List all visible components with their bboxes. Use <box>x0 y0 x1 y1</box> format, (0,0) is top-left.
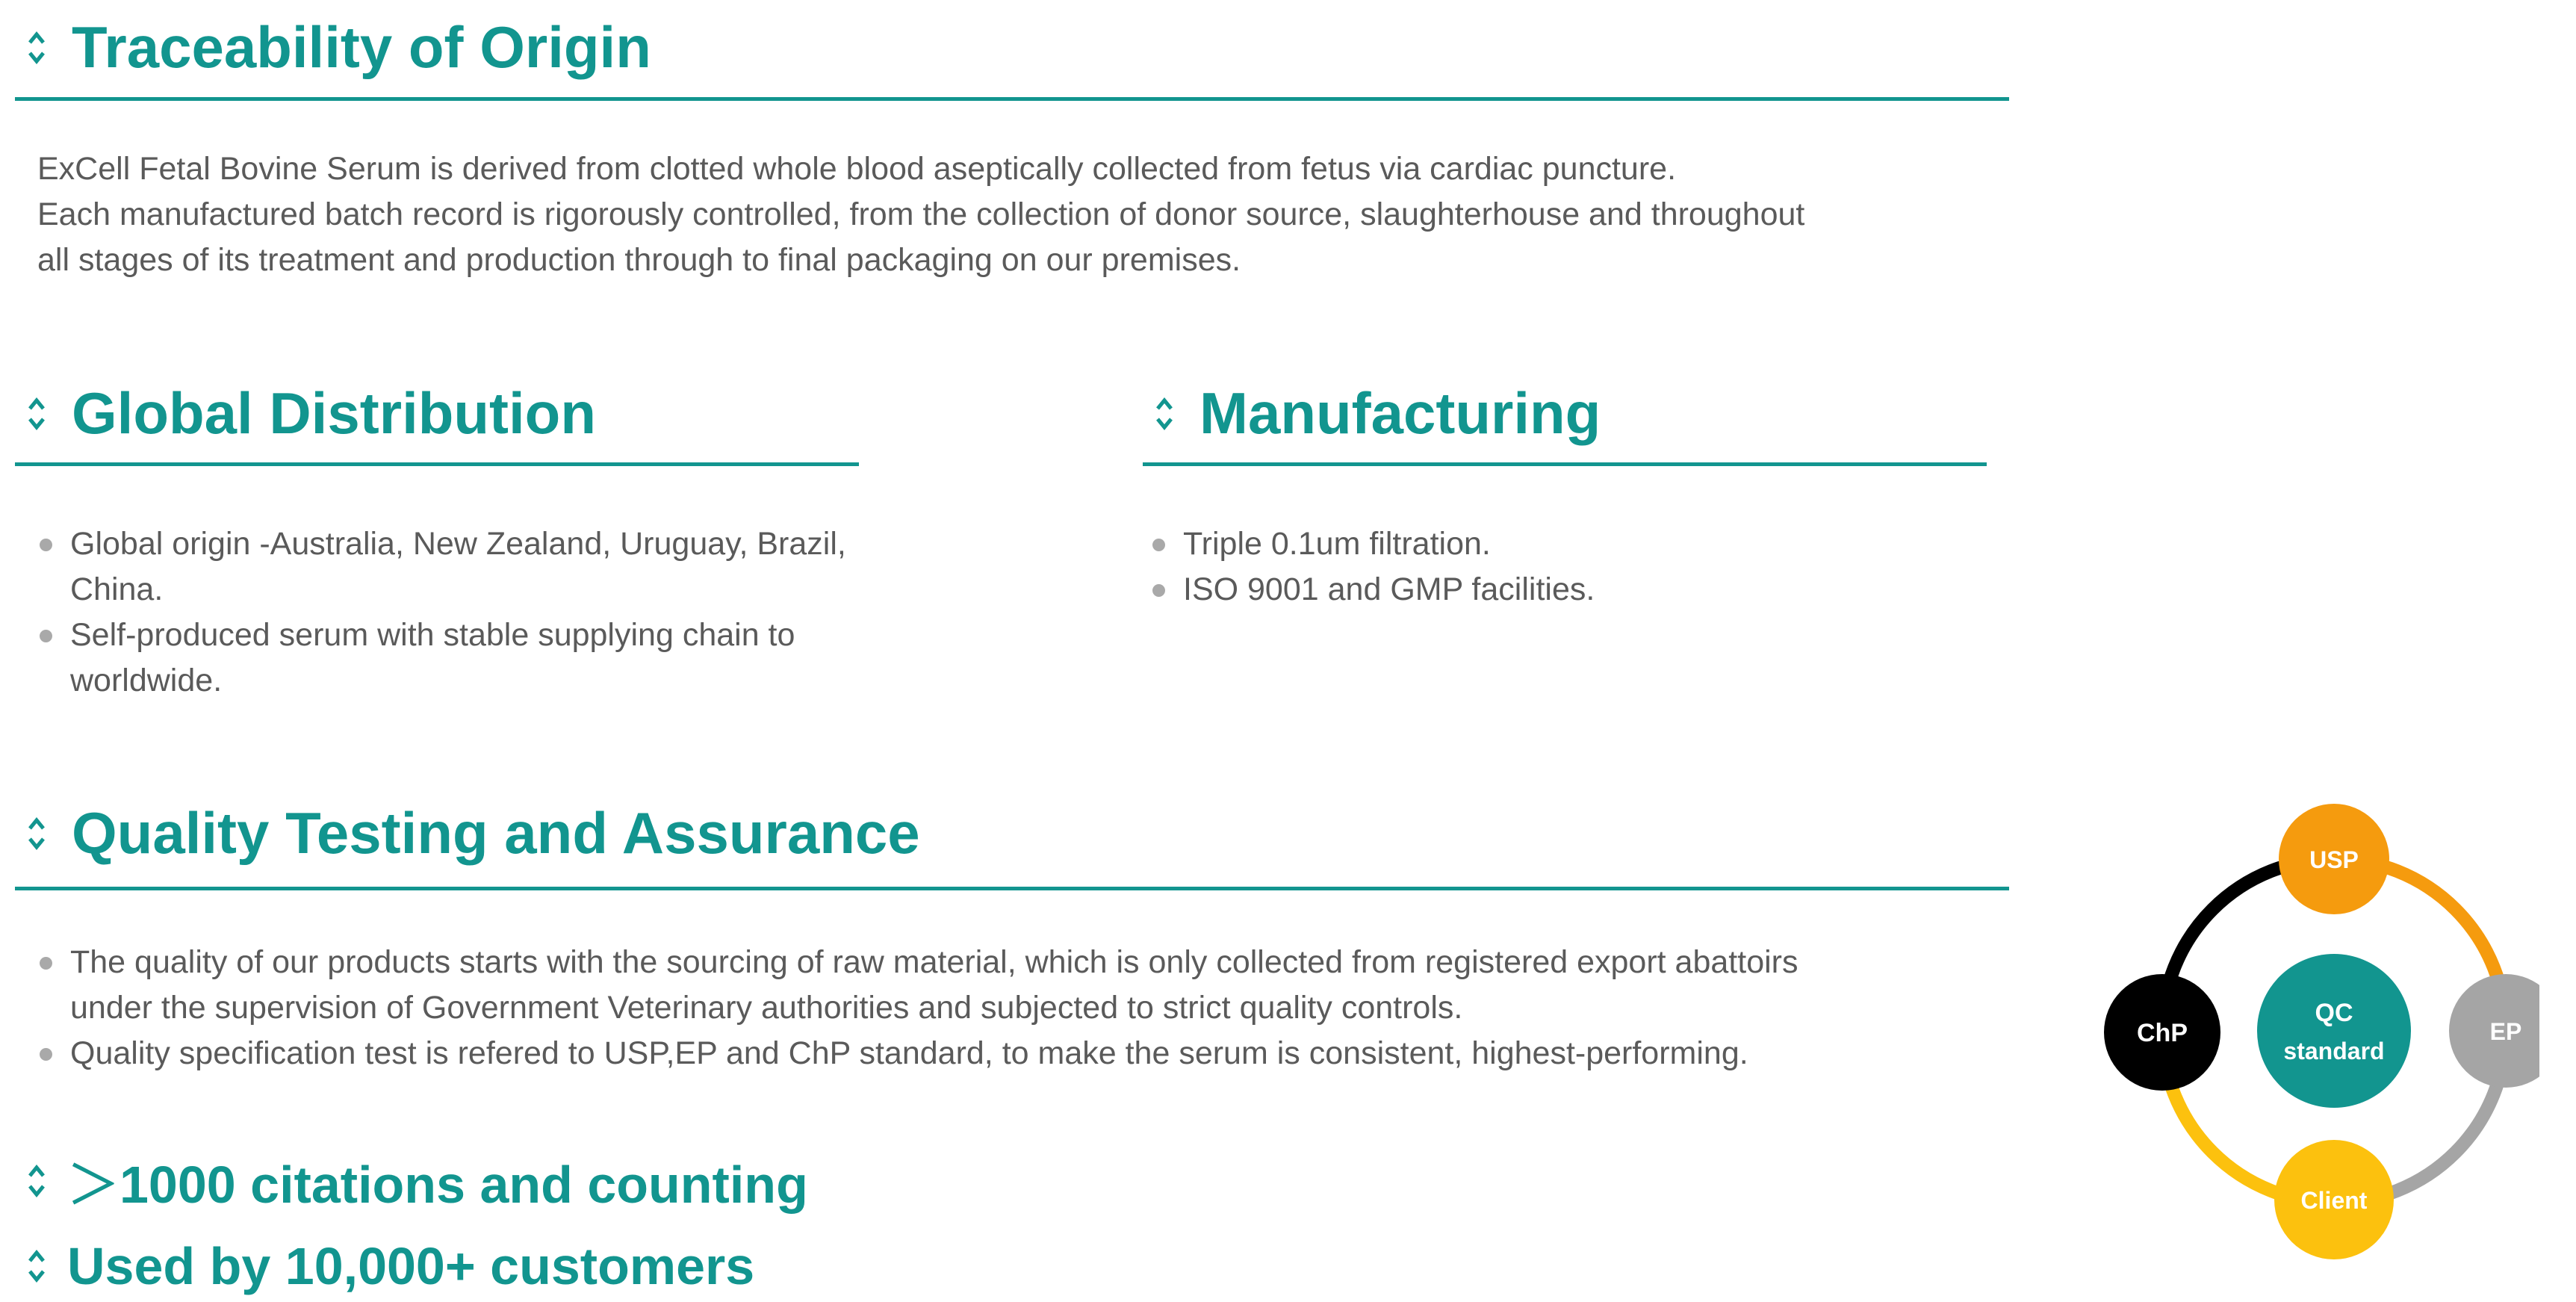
double-chevron-icon <box>27 810 46 857</box>
double-chevron-icon <box>27 391 46 437</box>
qc-center-label-line2: standard <box>2283 1038 2385 1064</box>
traceability-line: ExCell Fetal Bovine Serum is derived from clotted whole blood aseptically collected from fetus via cardiac puncture. <box>37 151 1677 187</box>
double-chevron-icon <box>27 25 46 71</box>
list-item-line: ISO 9001 and GMP facilities. <box>1183 571 1595 607</box>
list-item-line: China. <box>70 571 164 607</box>
qc-cycle-graphic <box>2091 799 2539 1262</box>
list-item-line: The quality of our products starts with the sourcing of raw material, which is only collected from registered export abattoirs <box>70 944 1798 980</box>
node-usp-label: USP <box>2309 846 2359 873</box>
heading-quality <box>27 799 920 867</box>
traceability-paragraph <box>37 146 1804 283</box>
double-chevron-icon <box>1155 391 1174 437</box>
double-chevron-icon <box>27 1243 46 1289</box>
heading-global-distribution <box>27 379 596 447</box>
list-item-line: worldwide. <box>70 663 223 698</box>
list-item <box>1150 567 1972 613</box>
heading-quality-text: Quality Testing and Assurance <box>72 800 920 866</box>
heading-traceability <box>27 13 651 81</box>
bullet-dot <box>40 539 52 551</box>
bullet-dot <box>40 957 52 970</box>
global-distribution-list <box>37 521 1008 704</box>
highlight-citations <box>27 1143 808 1218</box>
node-ep-label: EP <box>2489 1018 2522 1045</box>
node-client-label: Client <box>2300 1187 2368 1214</box>
highlight-customers <box>27 1236 754 1296</box>
heading-traceability-rule <box>15 97 2009 101</box>
list-item-line: Global origin -Australia, New Zealand, Uruguay, Brazil, <box>70 526 846 562</box>
bullet-dot <box>1152 584 1165 597</box>
list-item <box>37 521 1008 613</box>
traceability-line: Each manufactured batch record is rigorously controlled, from the collection of donor source, slaughterhouse and throughout <box>37 196 1805 232</box>
list-item-line: Self-produced serum with stable supplying chain to <box>70 617 795 653</box>
heading-manufacturing-rule <box>1143 462 1987 466</box>
heading-manufacturing-text: Manufacturing <box>1199 380 1601 446</box>
manufacturing-list <box>1150 521 1972 613</box>
heading-manufacturing <box>1155 379 1601 447</box>
heading-global-distribution-text: Global Distribution <box>72 380 596 446</box>
qc-center-circle <box>2257 954 2411 1108</box>
list-item <box>37 613 1008 704</box>
heading-traceability-text: Traceability of Origin <box>72 14 651 80</box>
bullet-dot <box>40 630 52 642</box>
heading-global-distribution-rule <box>15 462 859 466</box>
qc-center-label-line1: QC <box>2315 999 2353 1027</box>
list-item-line: Triple 0.1um filtration. <box>1183 526 1491 562</box>
bullet-dot <box>1152 539 1165 551</box>
list-item-line: under the supervision of Government Veterinary authorities and subjected to strict quality controls. <box>70 990 1463 1026</box>
bullet-dot <box>40 1048 52 1061</box>
list-item <box>37 940 2046 1031</box>
heading-quality-rule <box>15 887 2009 890</box>
list-item-line: Quality specification test is refered to USP,EP and ChP standard, to make the serum is consistent, highest-performing. <box>70 1035 1748 1071</box>
qc-standard-diagram <box>2091 799 2539 1262</box>
highlight-citations-text: ＞1000 citations and counting <box>67 1156 808 1214</box>
list-item <box>37 1031 2046 1076</box>
quality-list <box>37 940 2046 1076</box>
double-chevron-icon <box>27 1158 46 1204</box>
node-chp-label: ChP <box>2137 1019 2188 1047</box>
list-item <box>1150 521 1972 567</box>
highlight-customers-text: Used by 10,000+ customers <box>67 1237 755 1295</box>
traceability-line: all stages of its treatment and production through to final packaging on our premises. <box>37 242 1241 278</box>
